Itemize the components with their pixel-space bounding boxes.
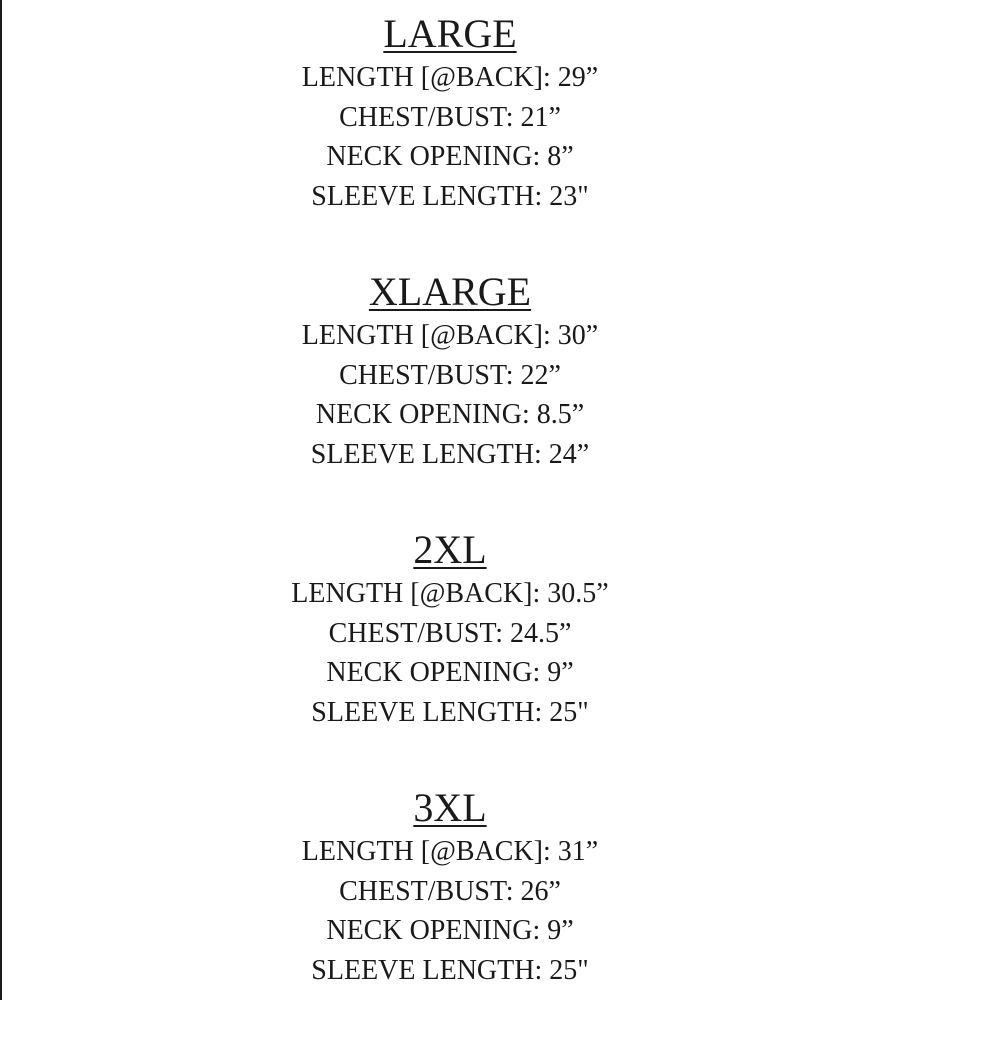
chest-measurement: CHEST/BUST: 26” xyxy=(339,875,561,907)
size-block-xlarge xyxy=(0,270,900,528)
size-heading: 3XL xyxy=(413,785,487,830)
size-heading: LARGE xyxy=(383,11,517,56)
size-chart xyxy=(0,12,900,1044)
length-measurement: LENGTH [@BACK]: 31” xyxy=(301,836,599,867)
chest-measurement: CHEST/BUST: 24.5” xyxy=(328,617,572,649)
size-heading: XLARGE xyxy=(368,269,532,314)
size-block-large xyxy=(0,12,900,270)
neck-measurement: NECK OPENING: 9” xyxy=(326,657,574,688)
chest-measurement: CHEST/BUST: 21” xyxy=(339,101,561,133)
length-measurement: LENGTH [@BACK]: 30” xyxy=(301,320,599,351)
neck-measurement: NECK OPENING: 9” xyxy=(326,915,574,946)
neck-measurement: NECK OPENING: 8.5” xyxy=(315,399,585,430)
length-measurement: LENGTH [@BACK]: 29” xyxy=(301,62,599,93)
length-measurement: LENGTH [@BACK]: 30.5” xyxy=(291,578,609,609)
sleeve-measurement: SLEEVE LENGTH: 25" xyxy=(311,954,589,986)
size-block-2xl xyxy=(0,528,900,786)
size-heading: 2XL xyxy=(413,527,487,572)
chest-measurement: CHEST/BUST: 22” xyxy=(339,359,561,391)
sleeve-measurement: SLEEVE LENGTH: 23" xyxy=(311,180,589,212)
size-block-3xl xyxy=(0,786,900,1044)
sleeve-measurement: SLEEVE LENGTH: 25" xyxy=(311,696,589,728)
sleeve-measurement: SLEEVE LENGTH: 24” xyxy=(310,438,590,470)
neck-measurement: NECK OPENING: 8” xyxy=(326,141,574,172)
